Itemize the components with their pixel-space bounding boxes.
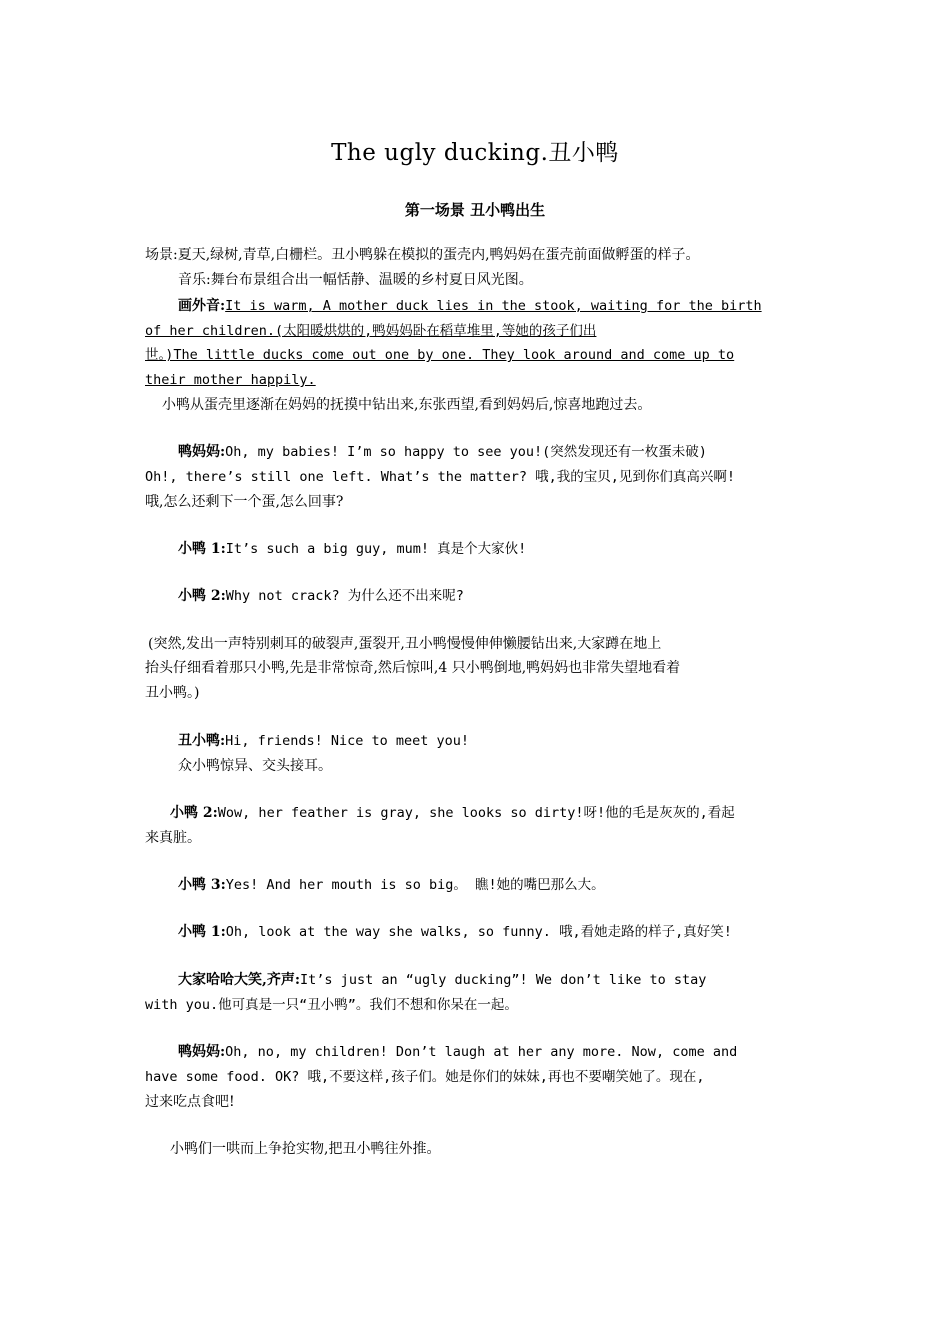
- speaker-label: 小鸭 1:: [178, 924, 226, 940]
- dialogue-line: 哦,怎么还剩下一个蛋,怎么回事?: [145, 494, 344, 510]
- music-description: 音乐:舞台布景组合出一幅恬静、温暖的乡村夏日风光图。: [178, 272, 533, 288]
- narration-line: [178, 297, 762, 315]
- dialogue-line: Oh!, there’s still one left. What’s the matter? 哦,我的宝贝,见到你们真高兴啊!: [145, 469, 736, 485]
- narration-line: of her children.(太阳暖烘烘的,鸭妈妈卧在稻草堆里,等她的孩子们出: [145, 323, 597, 339]
- dialogue-text: Oh, no, my children! Don’t laugh at her any more. Now, come and: [225, 1044, 738, 1060]
- speaker-label: 大家哈哈大笑,齐声:: [178, 972, 301, 988]
- dialogue-line: have some food. OK? 哦,不要这样,孩子们。她是你们的妹妹,再也不要嘲笑她了。现在,: [145, 1069, 705, 1085]
- speaker-label: 小鸭 3:: [178, 877, 226, 893]
- dialogue-text: Yes! And her mouth is so big。 瞧!她的嘴巴那么大。: [225, 877, 605, 893]
- document-title: The ugly ducking.丑小鸭: [331, 140, 619, 166]
- narration-line: their mother happily.: [145, 372, 316, 388]
- stage-direction: 小鸭从蛋壳里逐渐在妈妈的抚摸中钻出来,东张西望,看到妈妈后,惊喜地跑过去。: [162, 397, 652, 413]
- speaker-label: 小鸭 2:: [170, 805, 218, 821]
- speaker-label: 丑小鸭:: [178, 733, 226, 749]
- dialogue-text: It’s such a big guy, mum! 真是个大家伙!: [225, 541, 527, 557]
- dialogue-text: Wow, her feather is gray, she looks so dirty!呀!他的毛是灰灰的,看起: [217, 805, 735, 821]
- dialogue-text: Oh, look at the way she walks, so funny. 哦,看她走路的样子,真好笑!: [225, 924, 732, 940]
- dialogue-line: [170, 804, 735, 822]
- stage-direction: 小鸭们一哄而上争抢实物,把丑小鸭往外推。: [170, 1141, 441, 1157]
- dialogue-text: Why not crack? 为什么还不出来呢?: [225, 588, 464, 604]
- dialogue-text: Hi, friends! Nice to meet you!: [225, 733, 470, 749]
- dialogue-line: [178, 1043, 737, 1061]
- dialogue-line: 过来吃点食吧!: [145, 1094, 235, 1110]
- speaker-label: 鸭妈妈:: [178, 1044, 226, 1060]
- speaker-label: 画外音:: [178, 298, 226, 314]
- dialogue-line: 来真脏。: [145, 830, 201, 846]
- dialogue-line: [178, 732, 469, 750]
- dialogue-line: [178, 443, 707, 461]
- scene-heading: 第一场景 丑小鸭出生: [404, 201, 546, 219]
- dialogue-line: with you.他可真是一只“丑小鸭”。我们不想和你呆在一起。: [145, 997, 518, 1013]
- dialogue-line: [178, 540, 526, 558]
- stage-direction: 抬头仔细看着那只小鸭,先是非常惊奇,然后惊叫,4 只小鸭倒地,鸭妈妈也非常失望地看着: [145, 660, 681, 676]
- dialogue-text: It’s just an “ugly ducking”! We don’t like to stay: [300, 972, 707, 988]
- dialogue-line: [178, 923, 732, 941]
- dialogue-line: [178, 876, 605, 894]
- dialogue-text: It is warm, A mother duck lies in the stook, waiting for the birth: [225, 298, 762, 314]
- speaker-label: 小鸭 2:: [178, 588, 226, 604]
- stage-direction: (突然,发出一声特别刺耳的破裂声,蛋裂开,丑小鸭慢慢伸伸懒腰钻出来,大家蹲在地上: [148, 636, 662, 652]
- dialogue-line: [178, 971, 706, 989]
- speaker-label: 小鸭 1:: [178, 541, 226, 557]
- speaker-label: 鸭妈妈:: [178, 444, 226, 460]
- narration-line: 世。)The little ducks come out one by one. They look around and come up to: [145, 347, 735, 363]
- scene-description: 场景:夏天,绿树,青草,白栅栏。丑小鸭躲在模拟的蛋壳内,鸭妈妈在蛋壳前面做孵蛋的样子。: [145, 247, 700, 263]
- stage-direction: 众小鸭惊异、交头接耳。: [178, 758, 332, 774]
- stage-direction: 丑小鸭。): [145, 685, 200, 701]
- dialogue-text: Oh, my babies! I’m so happy to see you!(突然发现还有一枚蛋未破): [225, 444, 707, 460]
- dialogue-line: [178, 587, 464, 605]
